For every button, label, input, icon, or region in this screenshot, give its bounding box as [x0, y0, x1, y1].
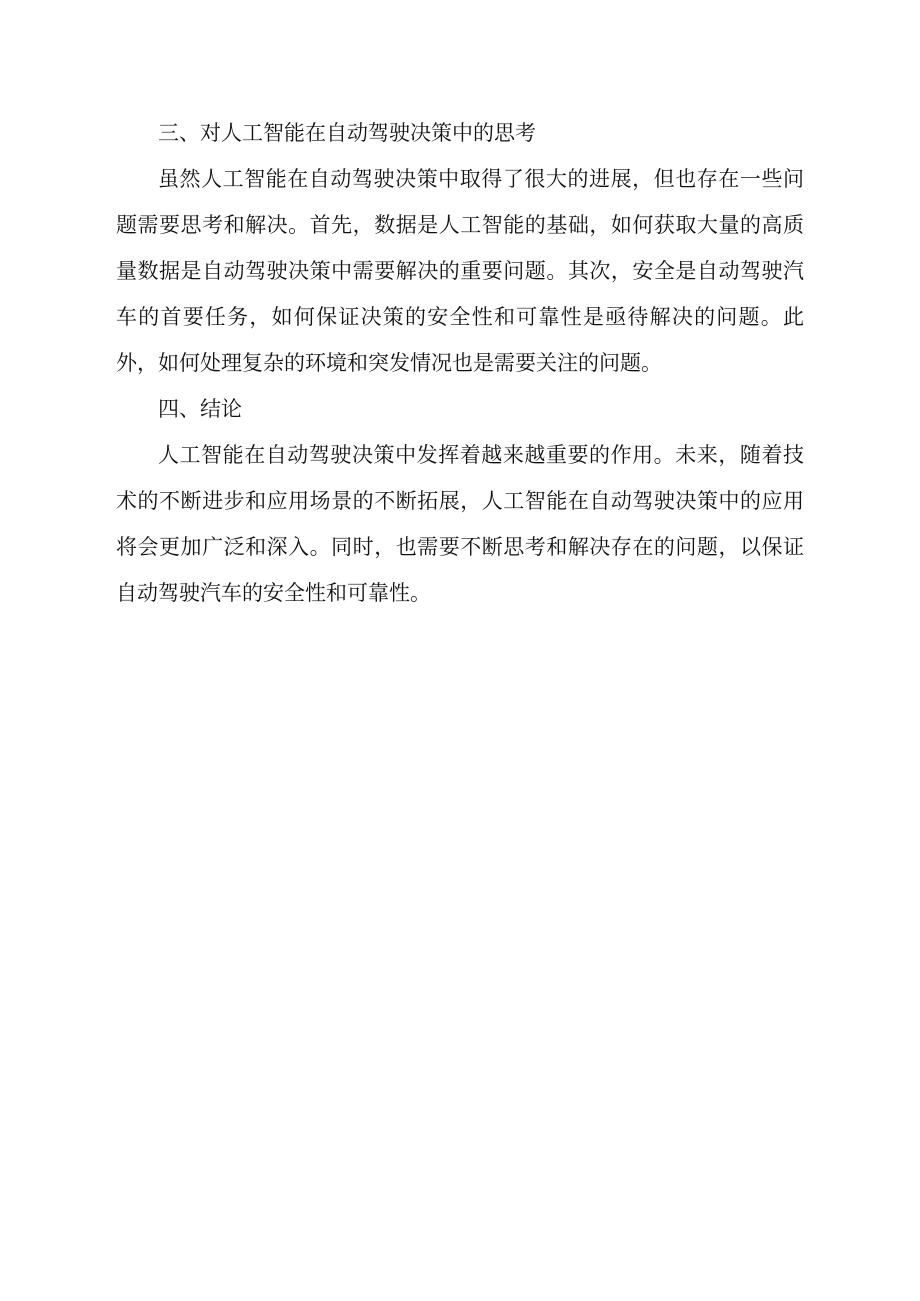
section-paragraph-reflection: 虽然人工智能在自动驾驶决策中取得了很大的进展，但也存在一些问题需要思考和解决。首先，数据是人工智能的基础，如何获取大量的高质量数据是自动驾驶决策中需要解决的重要问题。其次，安全是自动驾驶汽车的首要任务，如何保证决策的安全性和可靠性是亟待解决的问题。此外，如何处理复杂的环境和突发情况也是需要关注的问题。	[116, 167, 804, 375]
section-heading-reflection: 三、对人工智能在自动驾驶决策中的思考	[158, 121, 536, 145]
section-heading-conclusion: 四、结论	[158, 397, 242, 421]
section-paragraph-conclusion: 人工智能在自动驾驶决策中发挥着越来越重要的作用。未来，随着技术的不断进步和应用场景的不断拓展，人工智能在自动驾驶决策中的应用将会更加广泛和深入。同时，也需要不断思考和解决存在的问题，以保证自动驾驶汽车的安全性和可靠性。	[116, 443, 804, 605]
document-body	[116, 110, 804, 616]
